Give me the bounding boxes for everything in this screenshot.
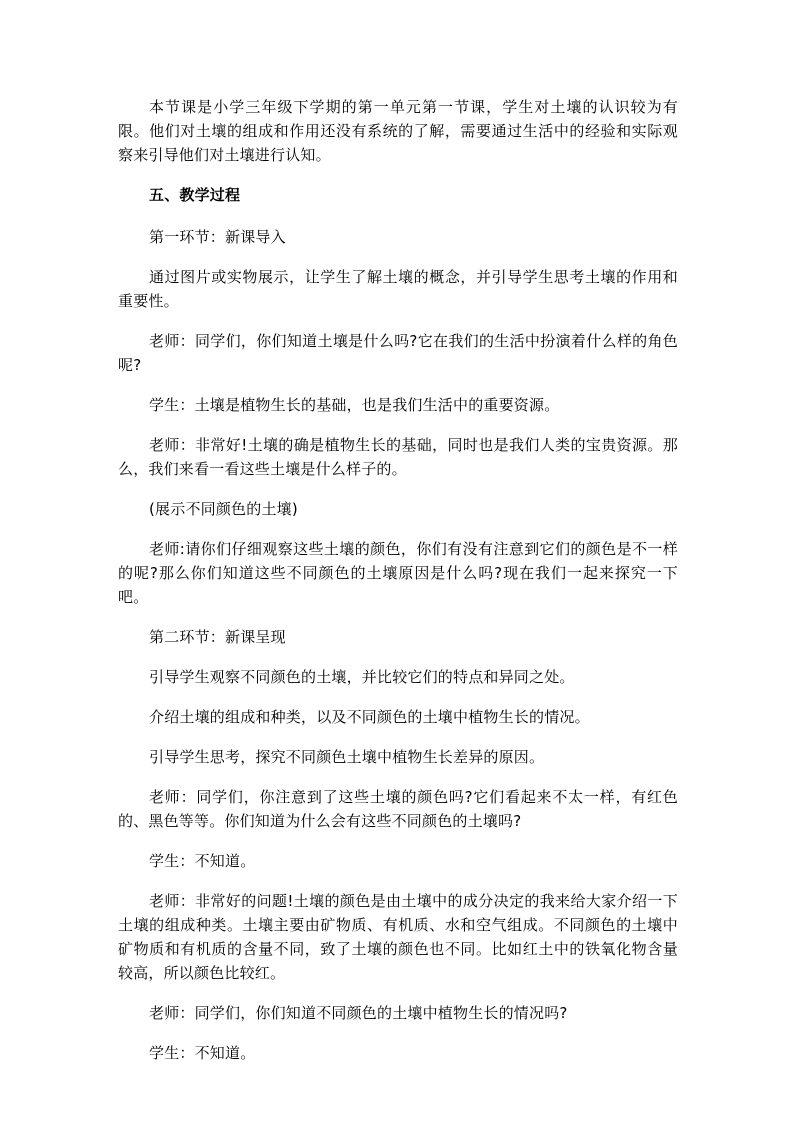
section-heading-teaching-process: 五、教学过程 xyxy=(149,186,241,204)
document-page xyxy=(118,95,678,1081)
stage-two-step-1: 引导学生观察不同颜色的土壤，并比较它们的特点和异同之处。 xyxy=(149,668,575,686)
stage-two-step-2: 介绍土壤的组成和种类，以及不同颜色的土壤中植物生长的情况。 xyxy=(149,708,590,726)
stage-two-step-3: 引导学生思考，探究不同颜色土壤中植物生长差异的原因。 xyxy=(149,748,545,766)
dialogue-teacher-6: 老师：同学们，你们知道不同颜色的土壤中植物生长的情况吗? xyxy=(149,1004,568,1022)
stage-one-description: 通过图片或实物展示，让学生了解土壤的概念，并引导学生思考土壤的作用和重要性。 xyxy=(118,268,678,310)
dialogue-teacher-4: 老师：同学们，你注意到了这些土壤的颜色吗?它们看起来不太一样，有红色的、黑色等等。你们知道为什么会有这些不同颜色的土壤吗? xyxy=(118,788,678,830)
dialogue-teacher-5: 老师：非常好的问题!土壤的颜色是由土壤中的成分决定的我来给大家介绍一下土壤的组成种类。土壤主要由矿物质、有机质、水和空气组成。不同颜色的土壤中矿物质和有机质的含量不同，致了土壤的颜色也不同。比如红土中的铁氧化物含量较高，所以颜色比较红。 xyxy=(118,892,678,982)
stage-direction: (展示不同颜色的土壤) xyxy=(149,500,298,518)
dialogue-teacher-3: 老师:请你们仔细观察这些土壤的颜色，你们有没有注意到它们的颜色是不一样的呢?那么你们知道这些不同颜色的土壤原因是什么吗?现在我们一起来探究一下吧。 xyxy=(118,540,678,606)
dialogue-student-1: 学生：土壤是植物生长的基础，也是我们生活中的重要资源。 xyxy=(149,396,560,414)
dialogue-student-3: 学生：不知道。 xyxy=(149,1044,256,1062)
stage-two-title: 第二环节：新课呈现 xyxy=(149,628,286,646)
dialogue-teacher-2: 老师：非常好!土壤的确是植物生长的基础，同时也是我们人类的宝贵资源。那么，我们来看一看这些土壤是什么样子的。 xyxy=(118,436,678,478)
intro-paragraph: 本节课是小学三年级下学期的第一单元第一节课，学生对土壤的认识较为有限。他们对土壤的组成和作用还没有系统的了解，需要通过生活中的经验和实际观察来引导他们对土壤进行认知。 xyxy=(118,98,678,164)
dialogue-teacher-1: 老师：同学们，你们知道土壤是什么吗?它在我们的生活中扮演着什么样的角色呢? xyxy=(118,332,678,374)
stage-one-title: 第一环节：新课导入 xyxy=(149,228,286,246)
dialogue-student-2: 学生：不知道。 xyxy=(149,852,256,870)
